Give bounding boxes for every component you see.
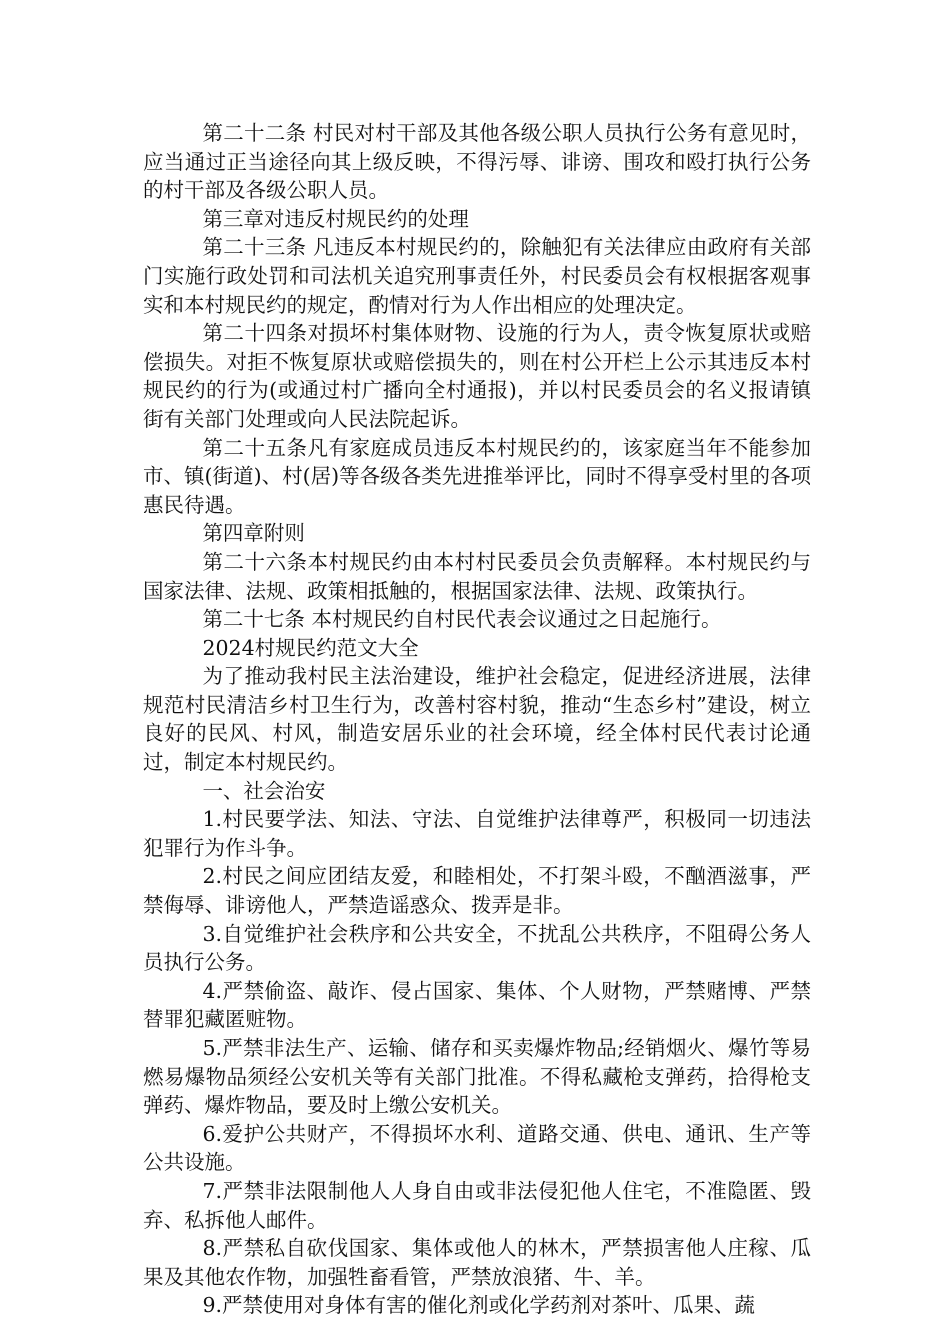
document-page [143, 119, 811, 1320]
article-23-paragraph: 第二十三条 凡违反本村规民约的，除触犯有关法律应由政府有关部门实施行政处罚和司法机关追究刑事责任外，村民委员会有权根据客观事实和本村规民约的规定，酌情对行为人作出相应的处理决定。 [143, 235, 811, 317]
article-27-paragraph: 第二十七条 本村规民约自村民代表会议通过之日起施行。 [202, 607, 722, 632]
rule-5-paragraph: 5.严禁非法生产、运输、储存和买卖爆炸物品;经销烟火、爆竹等易燃易爆物品须经公安机关等有关部门批准。不得私藏枪支弹药，拾得枪支弹药、爆炸物品，要及时上缴公安机关。 [143, 1036, 811, 1118]
preamble-paragraph: 为了推动我村民主法治建设，维护社会稳定，促进经济进展，法律规范村民清洁乡村卫生行为，改善村容村貌，推动“生态乡村”建设，树立良好的民风、村风，制造安居乐业的社会环境，经全体村民代表讨论通过，制定本村规民约。 [143, 664, 811, 775]
article-22-paragraph: 第二十二条 村民对村干部及其他各级公职人员执行公务有意见时，应当通过正当途径向其上级反映，不得污辱、诽谤、围攻和殴打执行公务的村干部及各级公职人员。 [143, 121, 811, 203]
rule-7-paragraph: 7.严禁非法限制他人人身自由或非法侵犯他人住宅，不准隐匿、毁弃、私拆他人邮件。 [143, 1178, 811, 1232]
rule-2-paragraph: 2.村民之间应团结友爱，和睦相处，不打架斗殴，不酗酒滋事，严禁侮辱、诽谤他人，严禁造谣惑众、拨弄是非。 [143, 864, 811, 918]
rule-6-paragraph: 6.爱护公共财产，不得损坏水利、道路交通、供电、通讯、生产等公共设施。 [143, 1121, 811, 1175]
rule-1-paragraph: 1.村民要学法、知法、守法、自觉维护法律尊严，积极同一切违法犯罪行为作斗争。 [143, 807, 811, 860]
rule-3-paragraph: 3.自觉维护社会秩序和公共安全，不扰乱公共秩序，不阻碍公务人员执行公务。 [143, 921, 811, 975]
section-title: 2024村规民约范文大全 [202, 635, 419, 660]
chapter-3-heading: 第三章对违反村规民约的处理 [202, 206, 469, 231]
chapter-4-heading: 第四章附则 [202, 521, 305, 546]
part-1-heading: 一、社会治安 [202, 778, 326, 803]
rule-9-paragraph: 9.严禁使用对身体有害的催化剂或化学药剂对茶叶、瓜果、蔬 [202, 1293, 755, 1318]
article-24-paragraph: 第二十四条对损坏村集体财物、设施的行为人，责令恢复原状或赔偿损失。对拒不恢复原状或赔偿损失的，则在村公开栏上公示其违反本村规民约的行为(或通过村广播向全村通报)，并以村民委员会的名义报请镇街有关部门处理或向人民法院起诉。 [143, 321, 811, 431]
rule-4-paragraph: 4.严禁偷盗、敲诈、侵占国家、集体、个人财物，严禁赌博、严禁替罪犯藏匿赃物。 [143, 978, 811, 1032]
article-26-paragraph: 第二十六条本村规民约由本村村民委员会负责解释。本村规民约与国家法律、法规、政策相抵触的，根据国家法律、法规、政策执行。 [143, 549, 811, 603]
article-25-paragraph: 第二十五条凡有家庭成员违反本村规民约的，该家庭当年不能参加市、镇(街道)、村(居)等各级各类先进推举评比，同时不得享受村里的各项惠民待遇。 [143, 435, 811, 517]
rule-8-paragraph: 8.严禁私自砍伐国家、集体或他人的林木，严禁损害他人庄稼、瓜果及其他农作物，加强牲畜看管，严禁放浪猪、牛、羊。 [143, 1236, 811, 1289]
